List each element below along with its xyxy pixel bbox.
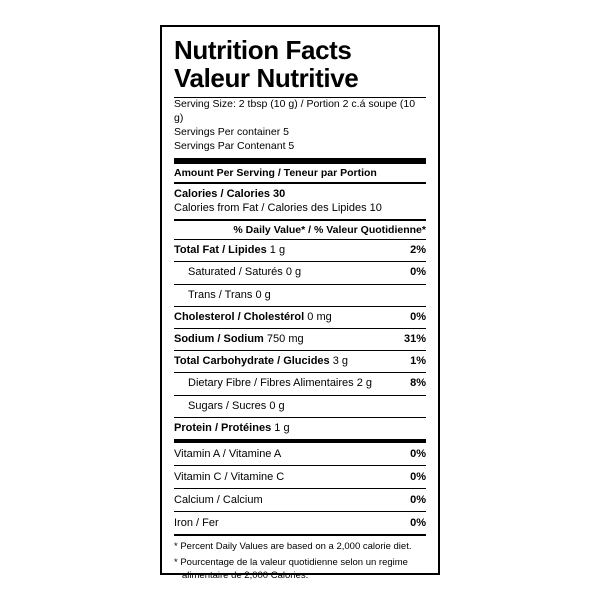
nutrient-percent: 2% [410,244,426,257]
table-row [174,285,426,306]
nutrient-label: Sodium / Sodium 750 mg [174,332,304,345]
nutrient-label: Total Fat / Lipides 1 g [174,244,286,257]
serving-size: Serving Size: 2 tbsp (10 g) / Portion 2 c.á soupe (10 g) [174,98,416,124]
vitamin-percent: 0% [410,447,426,460]
nutrition-facts-label [160,25,440,581]
serving-info [174,98,426,153]
footnote-english: * Percent Daily Values are based on a 2,000 calorie diet. [174,540,412,552]
nutrient-percent: 0% [410,310,426,323]
nutrient-rows [174,240,426,439]
table-row [174,418,426,439]
calories-block [174,184,426,220]
table-row [174,240,426,261]
amount-per-serving: Amount Per Serving / Teneur par Portion [174,166,377,179]
table-row [174,329,426,350]
vitamin-label: Calcium / Calcium [174,493,263,506]
nutrient-label: Trans / Trans 0 g [188,288,271,301]
nutrient-label: Saturated / Saturés 0 g [188,266,302,279]
table-row [174,373,426,394]
nutrient-percent: 31% [403,332,426,345]
title-french: Valeur Nutritive [174,62,359,93]
calories-line: Calories / Calories 30 [174,187,286,200]
daily-value-header: % Daily Value* / % Valeur Quotidienne* [233,224,426,237]
servings-per-container-fr: Servings Par Contenant 5 [174,139,295,152]
calories-from-fat: Calories from Fat / Calories des Lipides 10 [174,202,382,215]
nutrient-label: Cholesterol / Cholestérol 0 mg [174,310,332,323]
nutrient-label: Total Carbohydrate / Glucides 3 g [174,355,349,368]
table-row [174,443,426,465]
footnotes [174,536,426,582]
table-row [174,396,426,417]
nutrient-percent: 8% [410,377,426,390]
vitamin-label: Vitamin C / Vitamine C [174,470,285,483]
vitamin-percent: 0% [410,470,426,483]
table-row [174,262,426,283]
table-row [174,351,426,372]
footnote-french: * Pourcentage de la valeur quotidienne selon un regime alimentaire de 2,000 Calories. [174,557,408,581]
nutrient-percent: 0% [410,266,426,279]
table-row [174,307,426,328]
nutrient-label: Protein / Protéines 1 g [174,421,290,434]
vitamin-rows [174,443,426,534]
table-row [174,512,426,534]
vitamin-label: Vitamin A / Vitamine A [174,447,282,460]
vitamin-percent: 0% [410,516,426,529]
nutrient-label: Dietary Fibre / Fibres Alimentaires 2 g [188,377,373,390]
servings-per-container-en: Servings Per container 5 [174,125,289,138]
nutrient-percent: 1% [410,355,426,368]
table-row [174,489,426,511]
nutrient-label: Sugars / Sucres 0 g [188,399,285,412]
vitamin-label: Iron / Fer [174,516,219,529]
table-row [174,466,426,488]
vitamin-percent: 0% [410,493,426,506]
title-english: Nutrition Facts [174,35,352,65]
